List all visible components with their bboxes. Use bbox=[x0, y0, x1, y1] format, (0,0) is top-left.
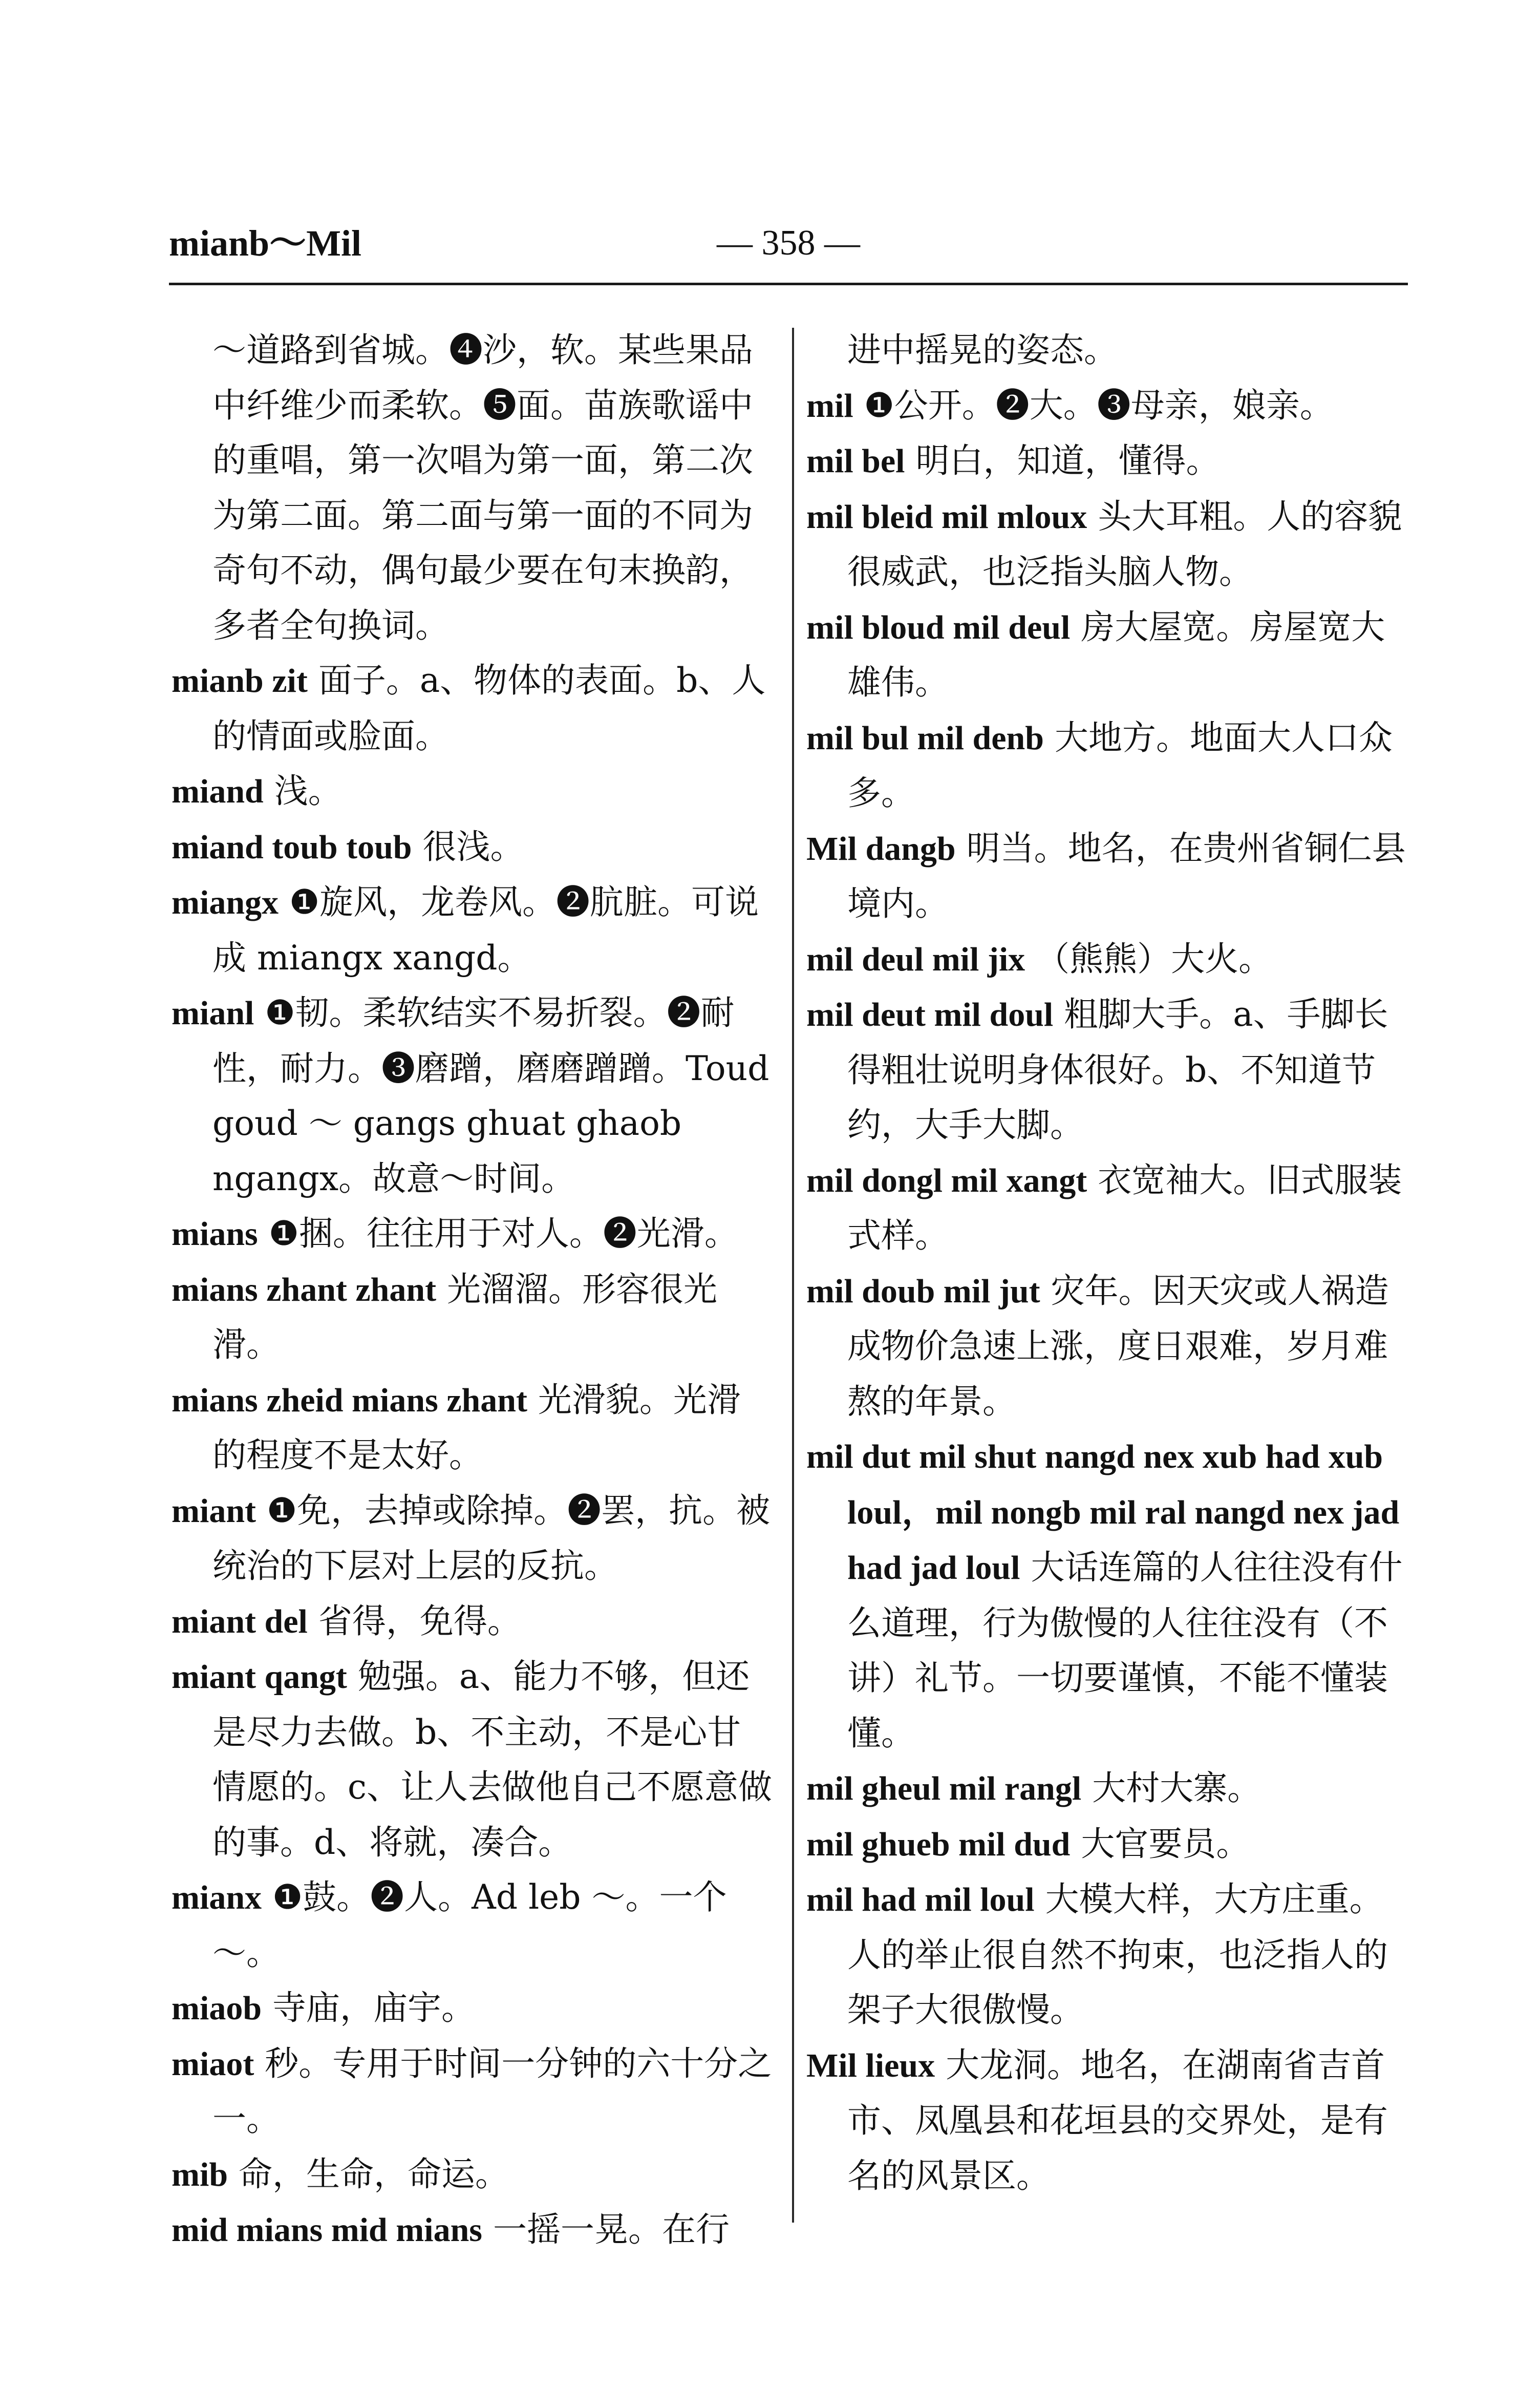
entry-definition: 粗脚大手。a、手脚长得粗壮说明身体很好。b、不知道节约，大手大脚。 bbox=[847, 995, 1388, 1145]
dictionary-entry bbox=[172, 985, 773, 1206]
entry-definition: （熊熊）大火。 bbox=[1036, 939, 1273, 979]
header-rule bbox=[169, 283, 1408, 285]
entry-definition: 秒。专用于时间一分钟的六十分之一。 bbox=[212, 2043, 772, 2139]
entry-definition: 大模大样，大方庄重。人的举止很自然不拘束，也泛指人的架子大很傲慢。 bbox=[847, 1879, 1388, 2030]
entry-definition: 寺庙，庙宇。 bbox=[272, 1988, 476, 2027]
dictionary-entry bbox=[172, 1372, 773, 1483]
dictionary-entry bbox=[172, 1980, 773, 2036]
entry-definition: 光滑貌。光滑的程度不是太好。 bbox=[212, 1380, 741, 1475]
entry-definition: 面子。a、物体的表面。b、人的情面或脸面。 bbox=[212, 661, 766, 756]
entry-definition: 很浅。 bbox=[422, 827, 524, 867]
entry-definition: 房大屋宽。房屋宽大雄伟。 bbox=[847, 607, 1385, 702]
entry-definition: 大话连篇的人往往没有什么道理，行为傲慢的人往往没有（不讲）礼节。一切要谨慎，不能不懂装懂。 bbox=[847, 1548, 1403, 1753]
entry-headword: miand bbox=[172, 773, 264, 810]
entry-headword: mianb zit bbox=[172, 662, 308, 700]
entry-headword: miant del bbox=[172, 1602, 308, 1640]
entry-headword: mil ghueb mil dud bbox=[806, 1825, 1071, 1863]
entry-definition: 勉强。a、能力不够，但还是尽力去做。b、不主动，不是心甘情愿的。c、让人去做他自己不愿意做的事。d、将就，凑合。 bbox=[212, 1657, 772, 1862]
entry-headword: miant bbox=[172, 1492, 256, 1530]
dictionary-entry bbox=[806, 821, 1408, 932]
entry-headword: mil bleid mil mloux bbox=[806, 498, 1087, 536]
dictionary-entry bbox=[806, 710, 1408, 821]
entry-headword: mil doub mil jut bbox=[806, 1272, 1040, 1310]
entry-headword: mil had mil loul bbox=[806, 1881, 1035, 1918]
dictionary-entry bbox=[806, 600, 1408, 710]
entry-headword: mib bbox=[172, 2155, 228, 2193]
dictionary-entry bbox=[806, 1761, 1408, 1816]
dictionary-entry bbox=[806, 932, 1408, 987]
entry-headword: mil bul mil denb bbox=[806, 719, 1044, 757]
entry-headword: mil gheul mil rangl bbox=[806, 1770, 1082, 1807]
dictionary-entry bbox=[806, 1263, 1408, 1429]
dictionary-entry bbox=[806, 1816, 1408, 1872]
entry-definition: ❶免，去掉或除掉。❷罢，抗。被统治的下层对上层的反抗。 bbox=[212, 1490, 771, 1586]
dictionary-entry bbox=[172, 764, 773, 819]
dictionary-entry bbox=[172, 1594, 773, 1650]
entry-headword: mil bel bbox=[806, 442, 905, 480]
entry-headword: mians bbox=[172, 1215, 258, 1253]
entry-definition: 大村大寨。 bbox=[1092, 1768, 1261, 1808]
page-number: — 358 — bbox=[717, 223, 860, 263]
entry-definition: ❶旋风，龙卷风。❷肮脏。可说成 miangx xangd。 bbox=[212, 882, 759, 978]
entry-headword: miant qangt bbox=[172, 1658, 347, 1696]
entry-definition: 浅。 bbox=[274, 771, 342, 811]
entry-definition: 头大耳粗。人的容貌很威武，也泛指头脑人物。 bbox=[847, 496, 1402, 591]
entry-definition: 命，生命，命运。 bbox=[239, 2154, 509, 2194]
dictionary-entry bbox=[172, 819, 773, 875]
dictionary-entry bbox=[172, 875, 773, 985]
entry-definition: 灾年。因天灾或人祸造成物价急速上涨，度日艰难，岁月难熬的年景。 bbox=[847, 1271, 1389, 1421]
dictionary-entry bbox=[806, 1153, 1408, 1263]
left-entries bbox=[172, 653, 773, 2258]
entry-definition: 明当。地名，在贵州省铜仁县境内。 bbox=[847, 828, 1406, 923]
dictionary-entry bbox=[806, 1429, 1408, 1761]
entry-headword: mianl bbox=[172, 995, 254, 1032]
entry-headword: mianx bbox=[172, 1879, 262, 1916]
entry-definition: 大官要员。 bbox=[1081, 1824, 1250, 1864]
entry-definition: ❶公开。❷大。❸母亲，娘亲。 bbox=[864, 385, 1334, 425]
entry-headword: miaob bbox=[172, 1990, 262, 2027]
entry-definition: 大地方。地面大人口众多。 bbox=[847, 717, 1393, 813]
left-column bbox=[172, 323, 773, 2258]
continuation-text: 进中摇晃的姿态。 bbox=[847, 330, 1118, 370]
entry-definition: ❶韧。柔软结实不易折裂。❷耐性，耐力。❸磨蹭，磨磨蹭蹭。Toud goud ～ gangs ghuat ghaob ngangx。故意～时间。 bbox=[212, 993, 769, 1198]
entry-headword: mil dongl mil xangt bbox=[806, 1161, 1087, 1199]
dictionary-entry bbox=[806, 987, 1408, 1153]
entry-headword: mians zhant zhant bbox=[172, 1271, 437, 1308]
dictionary-entry bbox=[172, 2147, 773, 2203]
dictionary-entry bbox=[172, 2036, 773, 2147]
dictionary-entry bbox=[172, 653, 773, 764]
running-head: mianb～Mil bbox=[169, 223, 362, 264]
entry-headword: mid mians mid mians bbox=[172, 2211, 482, 2249]
continuation-text: ～道路到省城。❹沙，软。某些果品中纤维少而柔软。❺面。苗族歌谣中的重唱，第一次唱为第一面，第二次为第二面。第二面与第一面的不同为奇句不动，偶句最少要在句末换韵，多者全句换词。 bbox=[212, 330, 753, 645]
entry-definition: 光溜溜。形容很光滑。 bbox=[212, 1269, 718, 1364]
right-entries bbox=[806, 378, 1408, 2204]
entry-definition: ❶鼓。❷人。Ad leb ～。一个～。 bbox=[212, 1877, 727, 1973]
entry-headword: miaot bbox=[172, 2045, 254, 2083]
entry-headword: mil deut mil doul bbox=[806, 996, 1054, 1033]
entry-headword: miangx bbox=[172, 884, 279, 921]
column-divider bbox=[792, 328, 794, 2223]
dictionary-entry bbox=[172, 2202, 773, 2258]
dictionary-entry bbox=[806, 489, 1408, 600]
entry-headword: Mil lieux bbox=[806, 2046, 935, 2084]
entry-definition: 衣宽袖大。旧式服装式样。 bbox=[847, 1160, 1402, 1255]
dictionary-entry bbox=[806, 2038, 1408, 2204]
entry-definition: 一摇一晃。在行 bbox=[493, 2210, 730, 2249]
entry-headword: mil bloud mil deul bbox=[806, 608, 1071, 646]
dictionary-entry bbox=[172, 1206, 773, 1262]
right-column bbox=[806, 323, 1408, 2203]
dictionary-entry bbox=[806, 433, 1408, 489]
entry-definition: 明白，知道，懂得。 bbox=[915, 441, 1220, 480]
entry-definition: ❶捆。往往用于对人。❷光滑。 bbox=[268, 1214, 738, 1253]
entry-headword: mil bbox=[806, 387, 853, 425]
entry-headword: mil deul mil jix bbox=[806, 940, 1025, 978]
entry-definition: 省得，免得。 bbox=[318, 1601, 521, 1641]
dictionary-entry bbox=[172, 1262, 773, 1372]
entry-headword: Mil dangb bbox=[806, 830, 956, 868]
entry-headword: miand toub toub bbox=[172, 828, 412, 866]
dictionary-entry bbox=[172, 1649, 773, 1870]
dictionary-entry bbox=[806, 378, 1408, 434]
entry-headword: mians zheid mians zhant bbox=[172, 1381, 527, 1419]
entry-headword: mil dut mil shut nangd nex xub had xub loul，mil nongb mil ral nangd nex jad had jad loul bbox=[806, 1438, 1400, 1587]
entry-definition: 大龙洞。地名，在湖南省吉首市、凤凰县和花垣县的交界处，是有名的风景区。 bbox=[847, 2045, 1388, 2195]
dictionary-entry bbox=[172, 1483, 773, 1594]
dictionary-entry bbox=[172, 1870, 773, 1980]
page-header bbox=[169, 215, 1407, 271]
dictionary-entry bbox=[806, 1872, 1408, 2038]
